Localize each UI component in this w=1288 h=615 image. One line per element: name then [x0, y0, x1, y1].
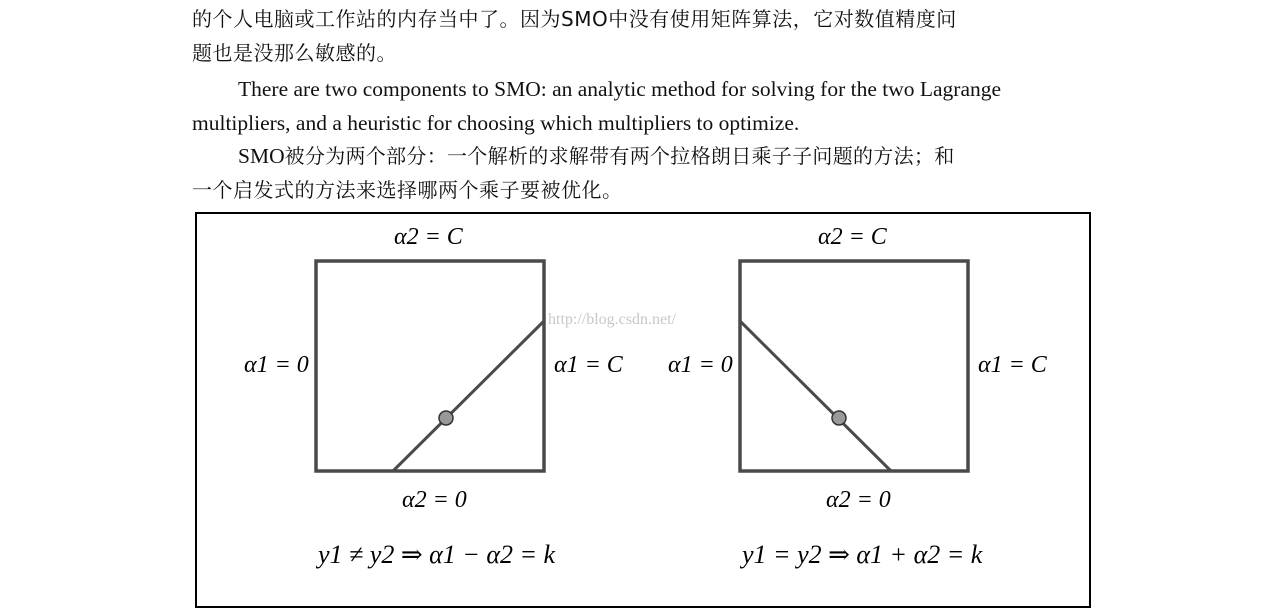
text-line-5-body: 被分为两个部分：一个解析的求解带有两个拉格朗日乘子子问题的方法；和: [284, 144, 955, 168]
left-point: [439, 411, 453, 425]
right-bottom-label: α2 = 0: [826, 487, 891, 513]
text-line-6: 一个启发式的方法来选择哪两个乘子要被优化。: [192, 178, 623, 202]
right-panel: [668, 224, 1048, 569]
left-equation: y1 ≠ y2 ⇒ α1 − α2 = k: [318, 540, 556, 569]
left-left-label: α1 = 0: [244, 352, 309, 378]
left-top-label: α2 = C: [394, 224, 463, 250]
right-left-label: α1 = 0: [668, 352, 733, 378]
right-top-label: α2 = C: [818, 224, 887, 250]
right-right-label: α1 = C: [978, 352, 1047, 378]
text-line-1: 的个人电脑或工作站的内存当中了。因为SMO中没有使用矩阵算法，它对数值精度问: [192, 7, 957, 31]
right-constraint-line: [740, 321, 891, 471]
watermark-text: http://blog.csdn.net/: [548, 311, 676, 328]
left-constraint-line: [393, 321, 544, 471]
text-line-3: There are two components to SMO: an analytic method for solving for the two Lagrange: [238, 77, 1002, 101]
left-box: [316, 261, 544, 471]
text-line-4: multipliers, and a heuristic for choosing which multipliers to optimize.: [192, 111, 800, 135]
text-line-5-prefix: SMO: [238, 144, 285, 168]
left-panel: [244, 224, 624, 569]
left-right-label: α1 = C: [554, 352, 623, 378]
right-equation: y1 = y2 ⇒ α1 + α2 = k: [742, 540, 983, 569]
right-box: [740, 261, 968, 471]
right-point: [832, 411, 846, 425]
text-line-2: 题也是没那么敏感的。: [192, 41, 397, 65]
left-bottom-label: α2 = 0: [402, 487, 467, 513]
